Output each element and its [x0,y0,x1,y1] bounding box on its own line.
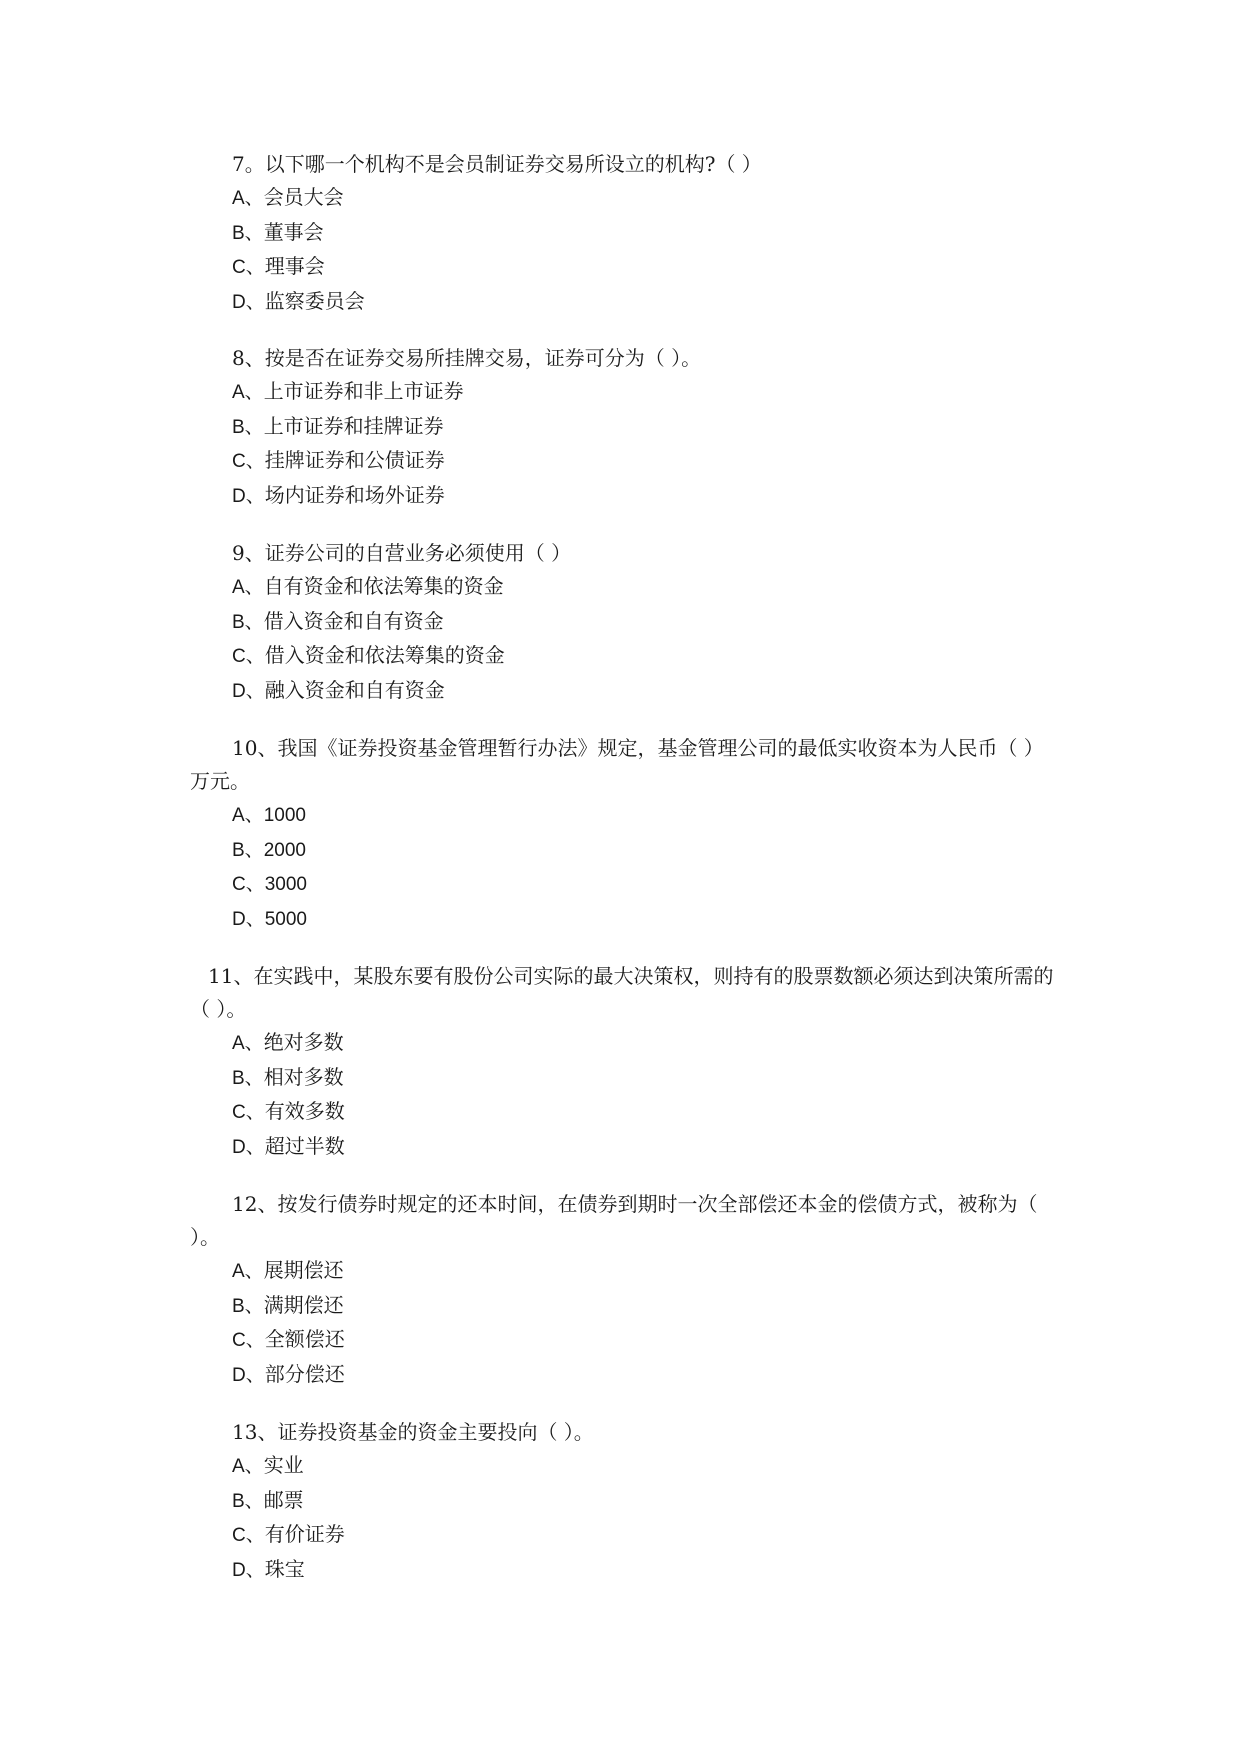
option-letter: A、 [232,188,264,209]
option-letter: B、 [232,1490,264,1512]
option-text: 展期偿还 [263,1258,344,1282]
option-text: 有价证券 [264,1522,345,1546]
option-text: 监察委员会 [264,288,365,313]
option-text: 董事会 [263,219,324,244]
option-text: 借入资金和依法筹集的资金 [264,643,505,667]
option-b [190,1289,1060,1324]
option-a [190,1449,1060,1484]
option-text: 3000 [264,874,308,895]
option-text: 部分偿还 [264,1361,345,1386]
option-text: 实业 [263,1453,304,1477]
option-text: 超过半数 [264,1133,345,1158]
option-letter: B、 [232,1067,264,1089]
option-text: 5000 [264,908,308,930]
option-letter: C、 [232,1525,265,1546]
option-d [190,285,1060,320]
option-letter: A、 [232,577,264,598]
option-text: 上市证券和挂牌证券 [263,413,444,438]
option-b [190,1061,1060,1096]
option-letter: D、 [232,1136,265,1158]
option-text: 满期偿还 [263,1292,344,1317]
option-letter: A、 [232,805,264,826]
question-11 [190,960,1060,1164]
option-letter: B、 [232,611,264,633]
option-list [190,375,1060,513]
option-letter: D、 [232,1364,265,1386]
option-text: 绝对多数 [263,1030,344,1054]
option-letter: A、 [232,1456,264,1477]
option-d [190,1358,1060,1393]
option-text: 1000 [263,805,306,826]
option-text: 有效多数 [264,1099,345,1123]
option-a [190,570,1060,605]
option-list [190,1254,1060,1392]
option-list [190,1449,1060,1587]
option-d [190,479,1060,514]
option-text: 挂牌证券和公债证券 [264,448,445,472]
option-d [190,1553,1060,1588]
option-letter: B、 [232,839,264,861]
option-c [190,1095,1060,1130]
question-stem: 13、证券投资基金的资金主要投向（ ）。 [232,1420,594,1444]
option-list [190,181,1060,319]
option-letter: C、 [232,1330,265,1351]
option-letter: B、 [232,1295,264,1317]
option-text: 全额偿还 [264,1327,345,1351]
option-text: 邮票 [263,1487,304,1512]
option-text: 自有资金和依法筹集的资金 [263,574,504,598]
option-text: 融入资金和自有资金 [264,677,445,702]
option-c [190,250,1060,285]
question-stem: 11、在实践中，某股东要有股份公司实际的最大决策权，则持有的股票数额必须达到决策所需的（ ）。 [190,964,1054,1021]
option-d [190,1130,1060,1165]
option-a [190,181,1060,216]
option-text: 借入资金和自有资金 [263,608,444,633]
option-list [190,1026,1060,1164]
option-letter: C、 [232,874,265,895]
option-d [190,902,1060,937]
option-text: 理事会 [264,254,325,278]
option-list [190,798,1060,936]
option-b [190,1484,1060,1519]
option-text: 2000 [263,839,306,861]
option-a [190,1254,1060,1289]
question-stem: 9、证券公司的自营业务必须使用（ ） [232,541,572,565]
question-stem: 8、按是否在证券交易所挂牌交易，证券可分为（ ）。 [232,346,702,370]
option-c [190,867,1060,902]
option-c [190,639,1060,674]
option-d [190,674,1060,709]
option-b [190,605,1060,640]
option-letter: B、 [232,416,264,438]
option-letter: D、 [232,485,265,507]
option-letter: D、 [232,908,265,930]
question-12 [190,1188,1060,1392]
option-letter: C、 [232,646,265,667]
option-a [190,1026,1060,1061]
option-a [190,375,1060,410]
question-stem: 12、按发行债券时规定的还本时间，在债券到期时一次全部偿还本金的偿债方式，被称为（ ）。 [190,1192,1038,1249]
option-a [190,798,1060,833]
option-b [190,216,1060,251]
option-c [190,1518,1060,1553]
option-c [190,444,1060,479]
question-10 [190,732,1060,936]
question-stem: 10、我国《证券投资基金管理暂行办法》规定，基金管理公司的最低实收资本为人民币（ ）万元。 [190,736,1044,793]
question-13 [190,1416,1060,1587]
question-stem: 7。以下哪一个机构不是会员制证券交易所设立的机构?（ ） [232,152,762,176]
option-letter: B、 [232,222,264,244]
option-text: 会员大会 [263,185,344,209]
option-text: 场内证券和场外证券 [264,482,445,507]
option-letter: C、 [232,257,265,278]
option-letter: A、 [232,382,264,403]
option-letter: D、 [232,680,265,702]
question-7 [190,148,1060,319]
option-text: 珠宝 [264,1556,305,1581]
option-letter: D、 [232,291,265,313]
option-letter: D、 [232,1559,265,1581]
option-text: 相对多数 [263,1064,344,1089]
option-text: 上市证券和非上市证券 [263,379,464,403]
question-8 [190,342,1060,513]
option-letter: C、 [232,1102,265,1123]
question-9 [190,537,1060,708]
option-letter: A、 [232,1033,264,1054]
option-letter: A、 [232,1261,264,1282]
option-c [190,1323,1060,1358]
option-letter: C、 [232,451,265,472]
option-b [190,410,1060,445]
option-list [190,570,1060,708]
option-b [190,833,1060,868]
